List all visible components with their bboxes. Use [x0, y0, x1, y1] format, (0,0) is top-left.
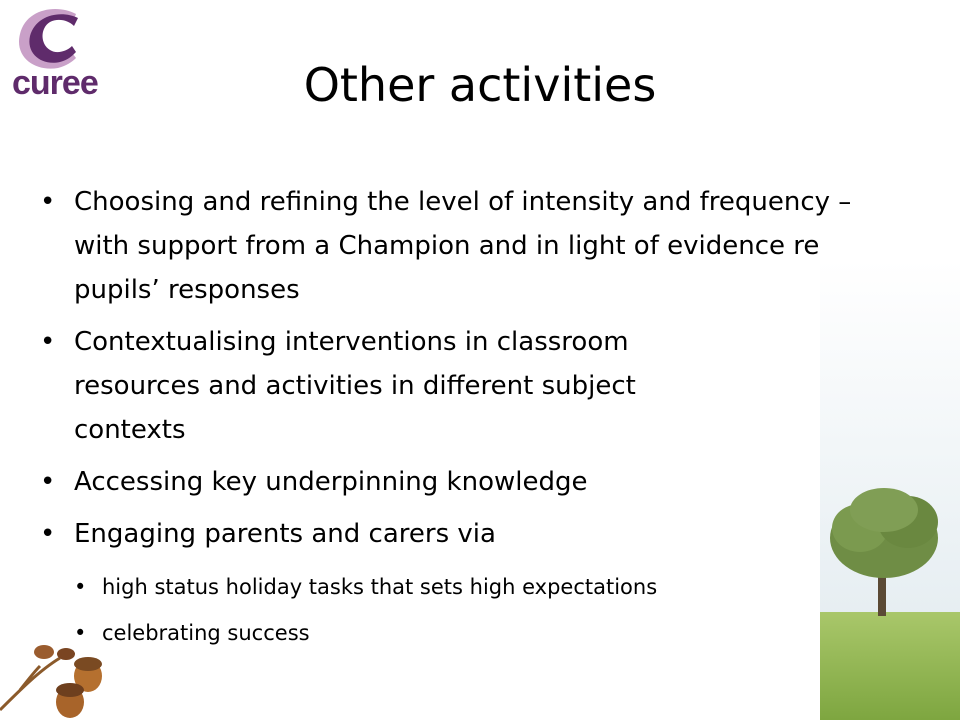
sub-bullet-item: • celebrating success: [74, 610, 820, 656]
bullet-item: • Choosing and refining the level of intensity and frequency – with support from a Champion and in light of evidence re pupils’ responses: [40, 180, 854, 312]
sub-bullet-item: • high status holiday tasks that sets high expectations: [74, 564, 820, 610]
slide-title: Other activities: [303, 58, 657, 112]
bullet-content: [40, 180, 852, 656]
bullet-item: • Accessing key underpinning knowledge: [40, 460, 724, 504]
logo-text: curee: [12, 64, 98, 102]
bullet-item: • Engaging parents and carers via: [40, 512, 724, 556]
bullet-item: • Contextualising interventions in classroom resources and activities in different subject contexts: [40, 320, 724, 452]
bullet-list: [40, 180, 852, 556]
sub-bullet-list: [40, 564, 820, 656]
tree-landscape-image: [820, 260, 960, 720]
